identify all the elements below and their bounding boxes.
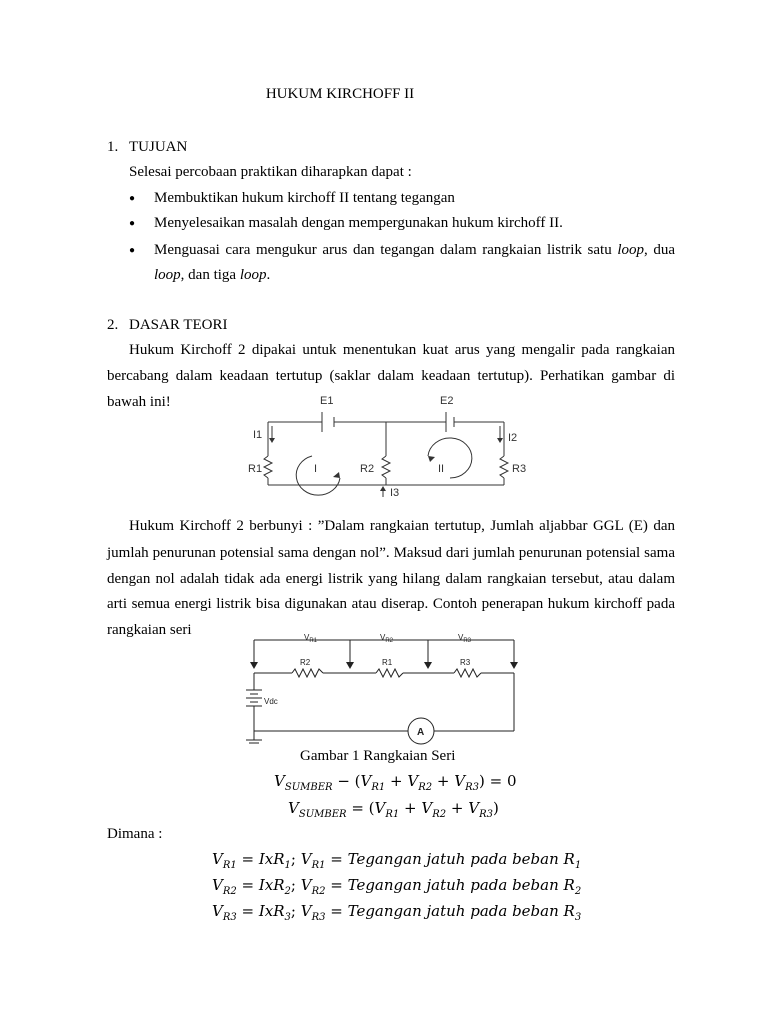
label-r1: R1 (248, 463, 263, 475)
bullet-item-3-line-1: Menguasai cara mengukur arus dan tegangan dalam rangkaian listrik satu loop, dua (154, 242, 676, 258)
paragraph-1-line-1: Hukum Kirchoff 2 dipakai untuk menentukan kuat arus yang mengalir pada rangkaian (129, 342, 675, 358)
label-r3: R3 (512, 463, 527, 475)
section-1-number: 1. (107, 139, 119, 155)
label-e1: E1 (320, 395, 334, 407)
section-2-heading: DASAR TEORI (129, 317, 228, 333)
label-r1: R1 (382, 658, 393, 667)
label-e2: E2 (440, 395, 454, 407)
label-i1: I1 (253, 429, 263, 441)
bullet-icon: ● (129, 218, 136, 229)
label-vdc: Vdc (264, 697, 278, 706)
label-vr1-sub: R1 (309, 638, 318, 644)
paragraph-2-line-4: arti semua energi listrik bisa digunakan atau diserap. Contoh penerapan hukum kirchoff pada (107, 596, 675, 612)
definition-2: $V_{R2} = IxR_2$; $V_{R2}$ = Tegangan jatuh pada beban $R_2$ (212, 876, 582, 897)
bullet-icon: ● (129, 193, 136, 204)
svg-text:VR3 (458, 633, 472, 644)
svg-text:VR2 (380, 633, 394, 644)
page-title: HUKUM KIRCHOFF II (265, 86, 415, 102)
svg-text:VR1 (304, 633, 318, 644)
label-vr1: V (304, 633, 310, 642)
equation-2: $V_{SUMBER} = (V_{R1} + V_{R2} + V_{R3})$ (288, 799, 499, 820)
section-1-heading: TUJUAN (129, 139, 188, 155)
figure-caption: Gambar 1 Rangkaian Seri (300, 748, 456, 764)
section-1-intro: Selesai percobaan praktikan diharapkan dapat : (129, 164, 412, 180)
label-r2: R2 (300, 658, 311, 667)
figure-series-circuit (236, 628, 526, 748)
paragraph-1-line-3: bawah ini! (107, 394, 171, 410)
figure-two-loop-circuit (240, 388, 550, 503)
where-label: Dimana : (107, 826, 163, 842)
label-loop-2: II (438, 463, 445, 475)
bullet-icon: ● (129, 245, 136, 256)
bullet-item-1: Membuktikan hukum kirchoff II tentang tegangan (154, 190, 455, 206)
bullet-item-3-line-2: loop, dan tiga loop. (154, 267, 271, 283)
equation-1: $V_{SUMBER} - (V_{R1} + V_{R2} + V_{R3}) = 0$ (274, 772, 517, 793)
label-vr3-sub: R3 (463, 638, 472, 644)
label-vr2-sub: R2 (385, 638, 394, 644)
paragraph-2-line-1: Hukum Kirchoff 2 berbunyi : ”Dalam rangkaian tertutup, Jumlah aljabbar GGL (E) dan (129, 518, 675, 534)
label-loop-1: I (314, 463, 318, 475)
ammeter-icon: A (417, 727, 425, 738)
label-r2: R2 (360, 463, 375, 475)
definition-3: $V_{R3} = IxR_3$; $V_{R3}$ = Tegangan jatuh pada beban $R_3$ (212, 902, 582, 923)
label-r3: R3 (460, 658, 471, 667)
paragraph-2-line-2: jumlah penurunan potensial sama dengan nol”. Maksud dari jumlah penurunan potensial sama (107, 545, 675, 561)
label-i3: I3 (390, 487, 400, 499)
paragraph-2-line-3: dengan nol adalah tidak ada energi listrik yang hilang dalam rangkaian tersebut, atau dalam (107, 571, 675, 587)
label-vr2: V (380, 633, 386, 642)
paragraph-1-line-2: bercabang dalam keadaan tertutup (saklar dalam keadaan tertutup). Perhatikan gambar di (107, 368, 675, 384)
paragraph-2-line-5: rangkaian seri (107, 622, 192, 638)
definition-1: $V_{R1} = IxR_1$; $V_{R1}$ = Tegangan jatuh pada beban $R_1$ (212, 850, 582, 871)
section-2-number: 2. (107, 317, 119, 333)
bullet-item-2: Menyelesaikan masalah dengan mempergunakan hukum kirchoff II. (154, 215, 563, 231)
label-vr3: V (458, 633, 464, 642)
label-i2: I2 (508, 432, 518, 444)
